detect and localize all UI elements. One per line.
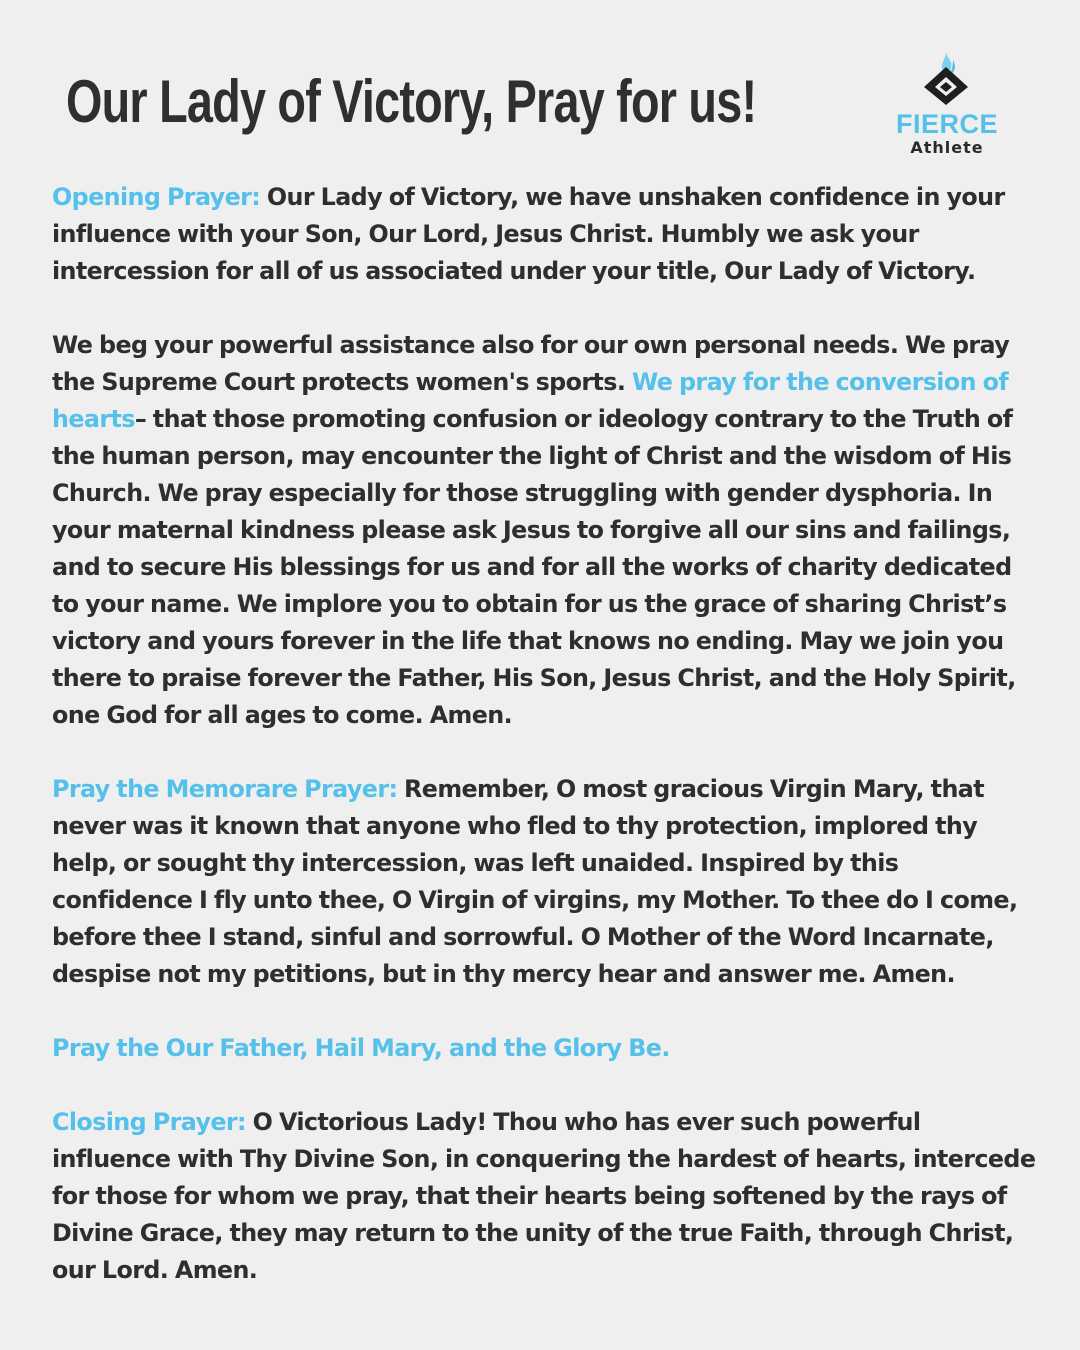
memorare-text: Remember, O most gracious Virgin Mary, that never was it known that anyone who fled to thy protection, implored thy help, or sought thy intercession, was left unaided. Inspired by this confidence I fly unto thee, O Virgin of virgins, my Mother. To thee do I come, before thee I stand, sinful and sorrowful. O Mother of the Word Incarnate, despise not my petitions, but in thy mercy hear and answer me. Amen.: [52, 775, 1018, 988]
page-title: Our Lady of Victory, Pray for us!: [66, 68, 757, 135]
intentions-prayer: [52, 327, 1036, 734]
opening-prayer: [52, 179, 1036, 290]
intentions-text-start: We beg your powerful assistance also for our own personal needs. We pray the Supreme Court protects women's sports.: [52, 331, 1010, 396]
opening-prayer-text: Our Lady of Victory, we have unshaken confidence in your influence with your Son, Our Lord, Jesus Christ. Humbly we ask your intercession for all of us associated under your title, Our Lady of Victory.: [52, 183, 1005, 285]
logo-subtitle: Athlete: [910, 138, 984, 157]
closing-prayer-text: O Victorious Lady! Thou who has ever such powerful influence with Thy Divine Son, in conquering the hardest of hearts, intercede for those for whom we pray, that their hearts being softened by the rays of Divine Grace, they may return to the unity of the true Faith, through Christ, our Lord. Amen.: [52, 1108, 1036, 1284]
intentions-highlight: We pray for the conversion of hearts: [52, 368, 1009, 433]
brand-logo: [880, 50, 1014, 160]
prayer-content: [52, 179, 1036, 1326]
intentions-text-end: – that those promoting confusion or ideology contrary to the Truth of the human person, may encounter the light of Christ and the wisdom of His Church. We pray especially for those struggling with gender dysphoria. In your maternal kindness please ask Jesus to forgive all our sins and failings, and to secure His blessings for us and for all the works of charity dedicated to your name. We implore you to obtain for us the grace of sharing Christ’s victory and yours forever in the life that knows no ending. May we join you there to praise forever the Father, His Son, Jesus Christ, and the Holy Spirit, one God for all ages to come. Amen.: [52, 405, 1016, 729]
logo-wordmark: FIERCE: [895, 109, 998, 139]
memorare-heading: Pray the Memorare Prayer:: [52, 775, 398, 803]
closing-prayer: [52, 1104, 1036, 1289]
closing-prayer-heading: Closing Prayer:: [52, 1108, 246, 1136]
memorare-prayer: [52, 771, 1036, 993]
flame-diamond-icon: [920, 50, 972, 106]
opening-prayer-heading: Opening Prayer:: [52, 183, 261, 211]
prayer-instruction: Pray the Our Father, Hail Mary, and the Glory Be.: [52, 1034, 670, 1062]
